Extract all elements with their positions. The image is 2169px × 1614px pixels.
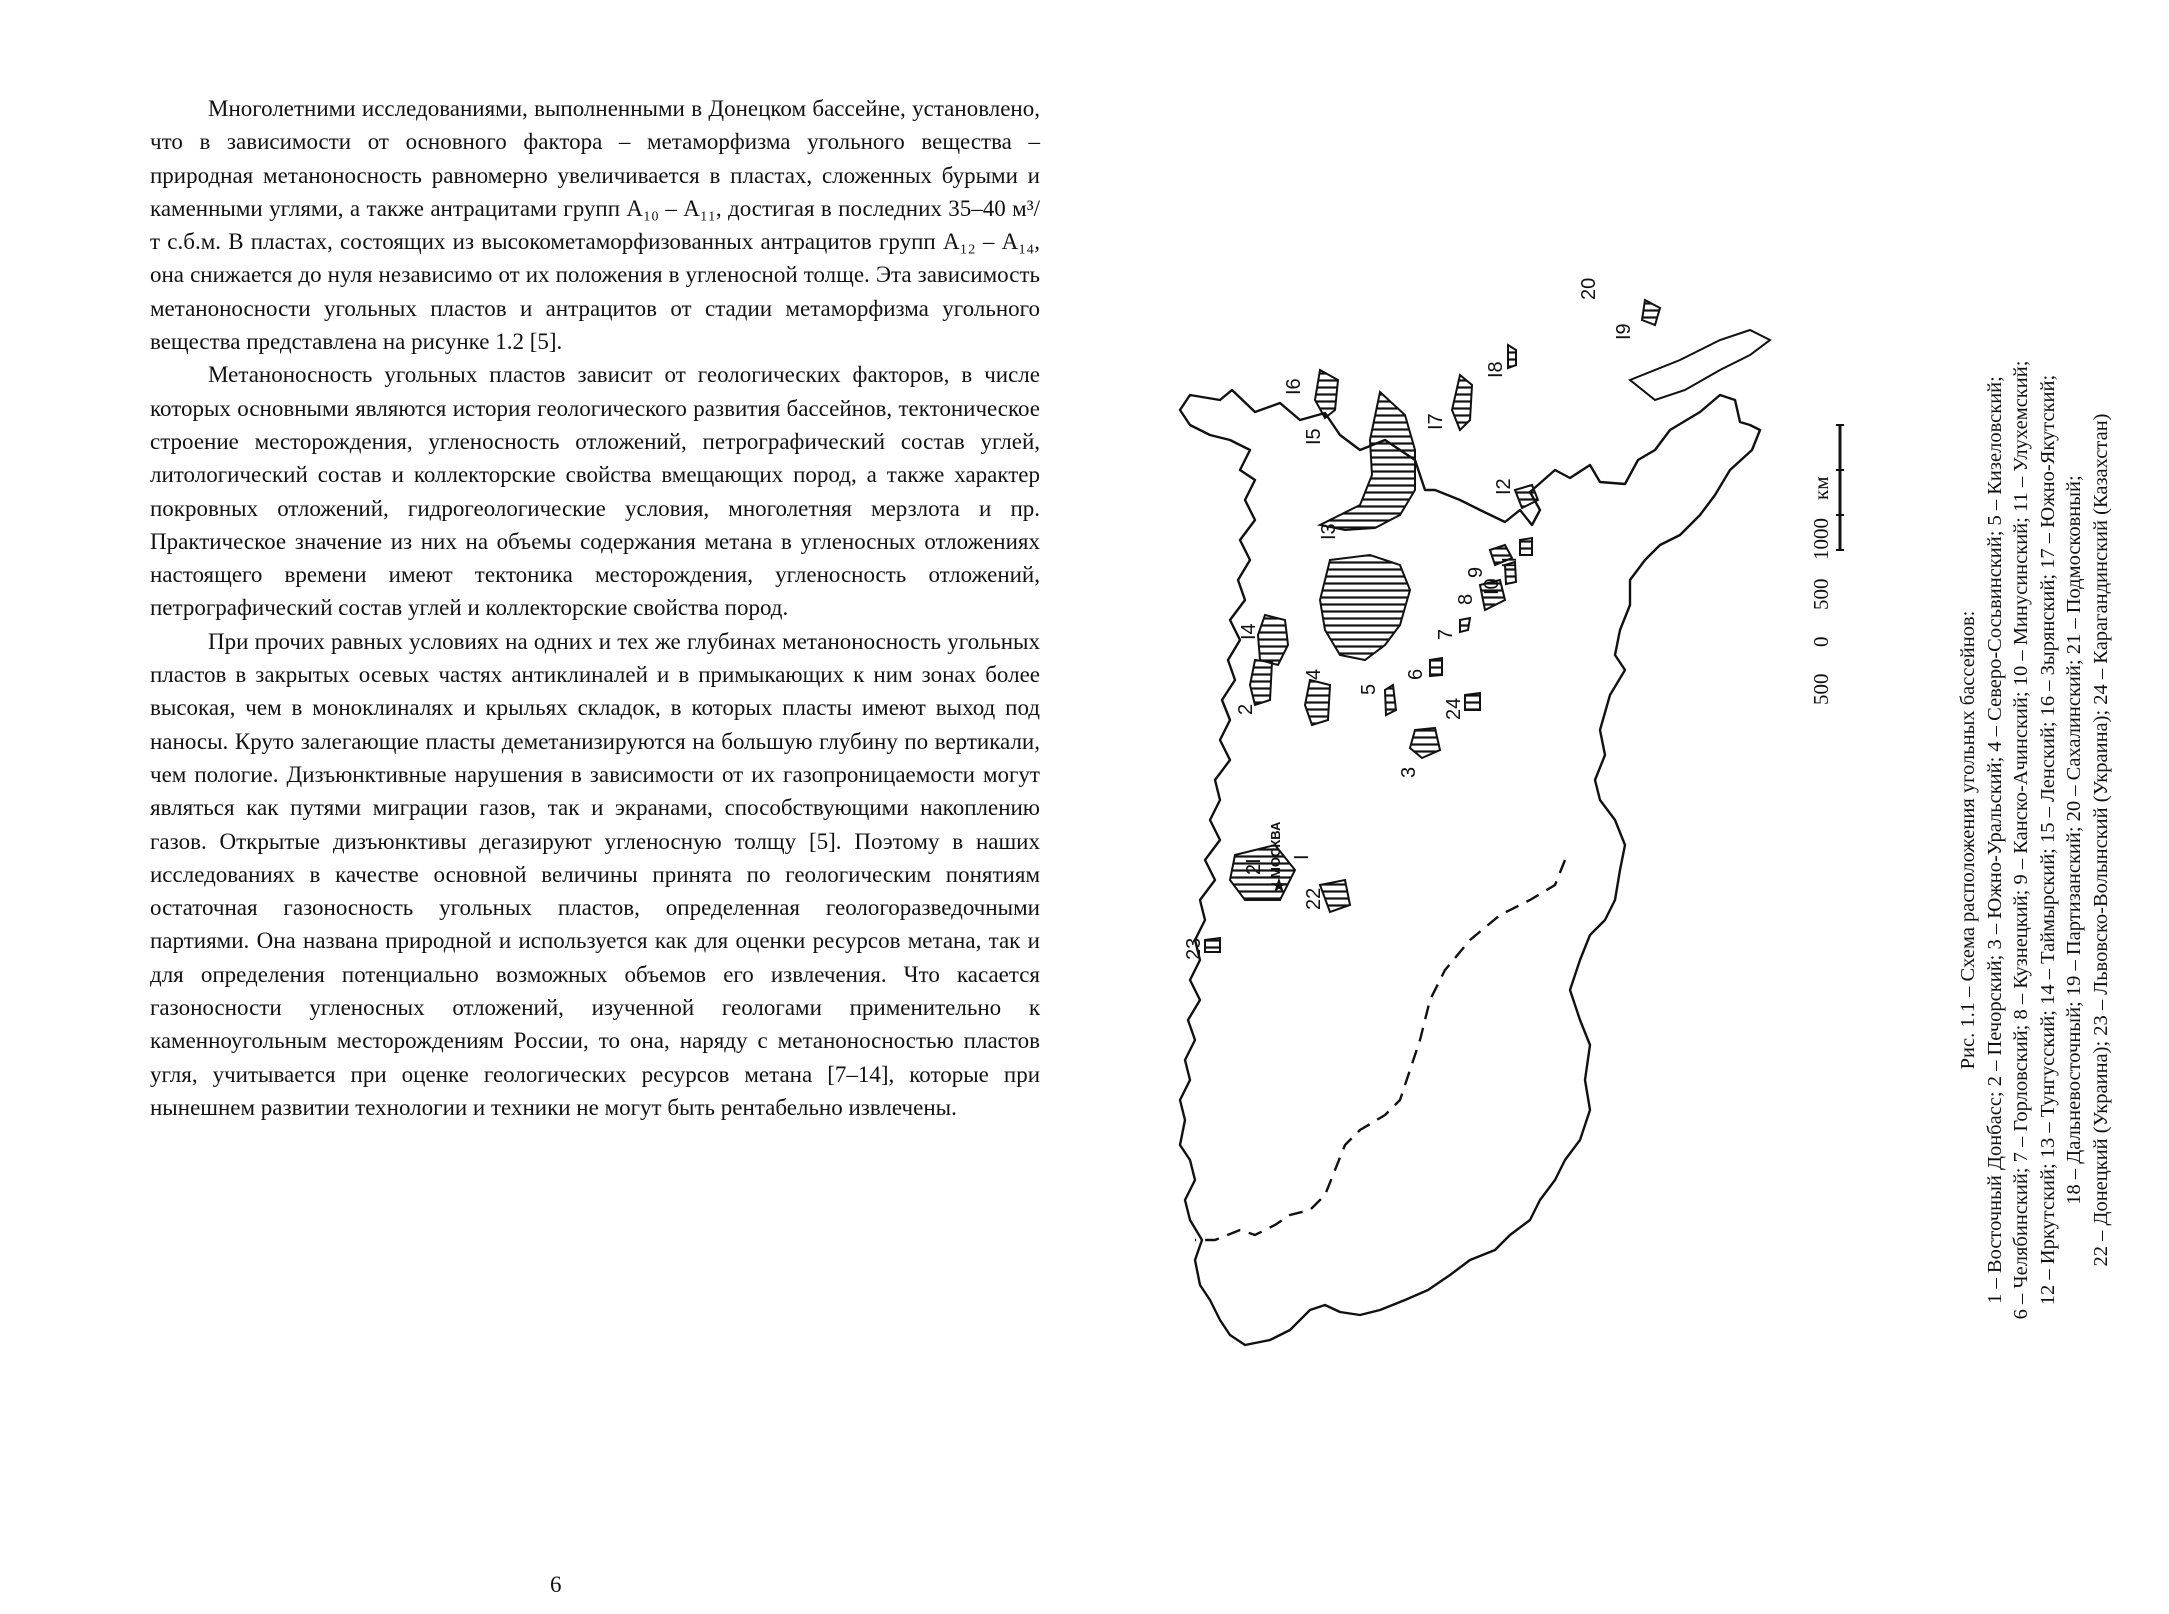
basin-number-label: 5: [1358, 683, 1380, 695]
basin-number-label: I0: [1481, 578, 1503, 595]
basin-19: [1642, 300, 1660, 325]
paragraph: Многолетними исследованиями, выполненными в Донецком бассейне, установлено, что в зависимости от основного фактора – метаморфизма угольного вещества – природная метаноносность равномерно увеличивается в пластах, сложенных бурыми и каменными углями, а также антрацитами групп А₁₀ – А₁₁, достигая в последних 35–40 м³/т с.б.м. В пластах, состоящих из высокометаморфизованных антрацитов групп А₁₂ – А₁₄, она снижается до нуля независимо от их положения в угленосной толще. Эта зависимость метаноносности угольных пластов и антрацитов от стадии метаморфизма угольного вещества представлена на рисунке 1.2 [5].: [150, 96, 1040, 355]
paragraph: При прочих равных условиях на одних и тех же глубинах метаноносность угольных пластов в закрытых осевых частях антиклиналей и в примыкающих к ним зонах более высокая, чем в моноклиналях и крыльях складок, в которых пласты имеют выход под наносы. Круто залегающие пласты деметанизируются на большую глубину по вертикали, чем пологие. Дизъюнктивные нарушения в зависимости от их газопроницаемости могут являться как путями миграции газов, так и экранами, способствующими накоплению газов. Открытые дизъюнктивы дегазируют угленосную толщу [5]. Поэтому в наших исследованиях в качестве основной величины принята по геологическим понятиям остаточная газоносность угольных пластов, определенная геологоразведочными партиями. Она названа природной и используется как для оценки ресурсов метана, так и для определения потенциально возможных объемов его извлечения. Что касается газоносности угленосных отложений, изученной геологами применительно к каменноугольным месторождениям России, то она, наряду с метаноносностью пластов угля, учитывается при оценке геологических ресурсов метана [7–14], которые при нынешнем развитии технологии и техники не могут быть рентабельно извлечены.: [150, 628, 1040, 1120]
scale-tick: 500: [1809, 673, 1833, 705]
caption-line: Рис. 1.1 – Схема расположения угольных бассейнов:: [1957, 610, 1979, 1070]
caption-line: 6 – Челябинский; 7 – Горловский; 8 – Кузнецкий; 9 – Канско-Ачинский; 10 – Минусинский; 11 – Улухемский;: [2010, 360, 2032, 1320]
basin-15: [1320, 392, 1415, 530]
scale-tick: км: [1809, 476, 1833, 500]
caption-line: 22 – Донецкий (Украина); 23 – Львовско-Волынский (Украина); 24 – Карагандинский (Казахстан): [2089, 413, 2112, 1267]
caption-line: 12 – Иркутский; 13 – Тунгусский; 14 – Таймырский; 15 – Ленский; 16 – Зырянский; 17 – Южно-Якутский;: [2036, 374, 2059, 1306]
basin-7: [1460, 618, 1470, 632]
basin-23: [1205, 938, 1220, 952]
basin-number-label: I2: [1493, 478, 1515, 495]
body-text: [150, 92, 1040, 1124]
basin-16: [1315, 370, 1338, 418]
basin-18: [1508, 345, 1516, 368]
caption-line: 18 – Дальневосточный; 19 – Партизанский; 20 – Сахалинский; 21 – Подмосковный;: [2063, 475, 2085, 1205]
basin-number-label: I6: [1283, 378, 1305, 395]
basin-number-label: II: [1499, 556, 1521, 568]
basin-number-label: I: [1291, 854, 1313, 860]
basin-number-label: I4: [1238, 623, 1260, 640]
basin-3: [1410, 728, 1440, 758]
basin-number-label: 9: [1465, 566, 1487, 578]
scale-tick: 0: [1809, 636, 1833, 647]
coal-basins-map: [1160, 277, 1800, 1360]
basin-number-label: 4: [1303, 668, 1325, 680]
figure-caption: [1955, 290, 2114, 1390]
kazakhstan-boundary: [1195, 860, 1565, 1240]
basin-number-label: 3: [1398, 766, 1420, 778]
basin-number-label: I8: [1485, 361, 1507, 378]
basin-number-label: 23: [1183, 937, 1205, 960]
scale-bar: [1810, 420, 1850, 710]
moscow-star-icon: ★: [1270, 875, 1288, 897]
basin-number-label: I3: [1318, 523, 1340, 540]
basin-number-label: I9: [1613, 323, 1635, 340]
paragraph: Метаноносность угольных пластов зависит от геологических факторов, в числе которых основными являются история геологического развития бассейнов, тектоническое строение месторождения, угленосность отложений, петрографический состав углей, литологический состав и коллекторские свойства вмещающих пород, а также характер покровных отложений, гидрогеологические условия, многолетняя мерзлота и пр. Практическое значение из них на объемы содержания метана в угленосных отложениях настоящего времени имеют тектоника месторождения, угленосность отложений, петрографический состав углей и коллекторские свойства пород.: [150, 362, 1040, 621]
basin-4: [1305, 680, 1330, 725]
basin-number-label: 2I: [1243, 858, 1265, 875]
basin-number-label: 22: [1303, 887, 1325, 910]
basin-13: [1320, 555, 1410, 660]
basin-17: [1452, 375, 1472, 430]
basin-number-label: 6: [1405, 668, 1427, 680]
scale-tick: 500: [1809, 578, 1833, 610]
page-number: 6: [550, 1572, 562, 1597]
caption-line: 1 – Восточный Донбасс; 2 – Печорский; 3 – Южно-Уральский; 4 – Северо-Сосьвинский; 5 – Кизеловский;: [1983, 376, 2006, 1304]
basin-2: [1250, 660, 1272, 705]
basin-number-label: 7: [1435, 628, 1457, 640]
basin-5: [1385, 685, 1396, 715]
moscow-label: МОСКВА: [1268, 821, 1283, 878]
island-outline: [1630, 330, 1770, 400]
basin-24: [1465, 693, 1480, 710]
basin-6: [1430, 658, 1442, 676]
basin-number-label: 8: [1455, 593, 1477, 605]
basin-number-label: 24: [1443, 697, 1465, 720]
scale-tick: 1000: [1809, 518, 1833, 560]
basin-14: [1258, 615, 1288, 665]
basin-11: [1520, 538, 1532, 555]
basin-number-label: I5: [1303, 428, 1325, 445]
basin-number-label: 20: [1578, 277, 1600, 300]
basin-number-label: 2: [1235, 703, 1257, 715]
basin-number-label: I7: [1425, 413, 1447, 430]
